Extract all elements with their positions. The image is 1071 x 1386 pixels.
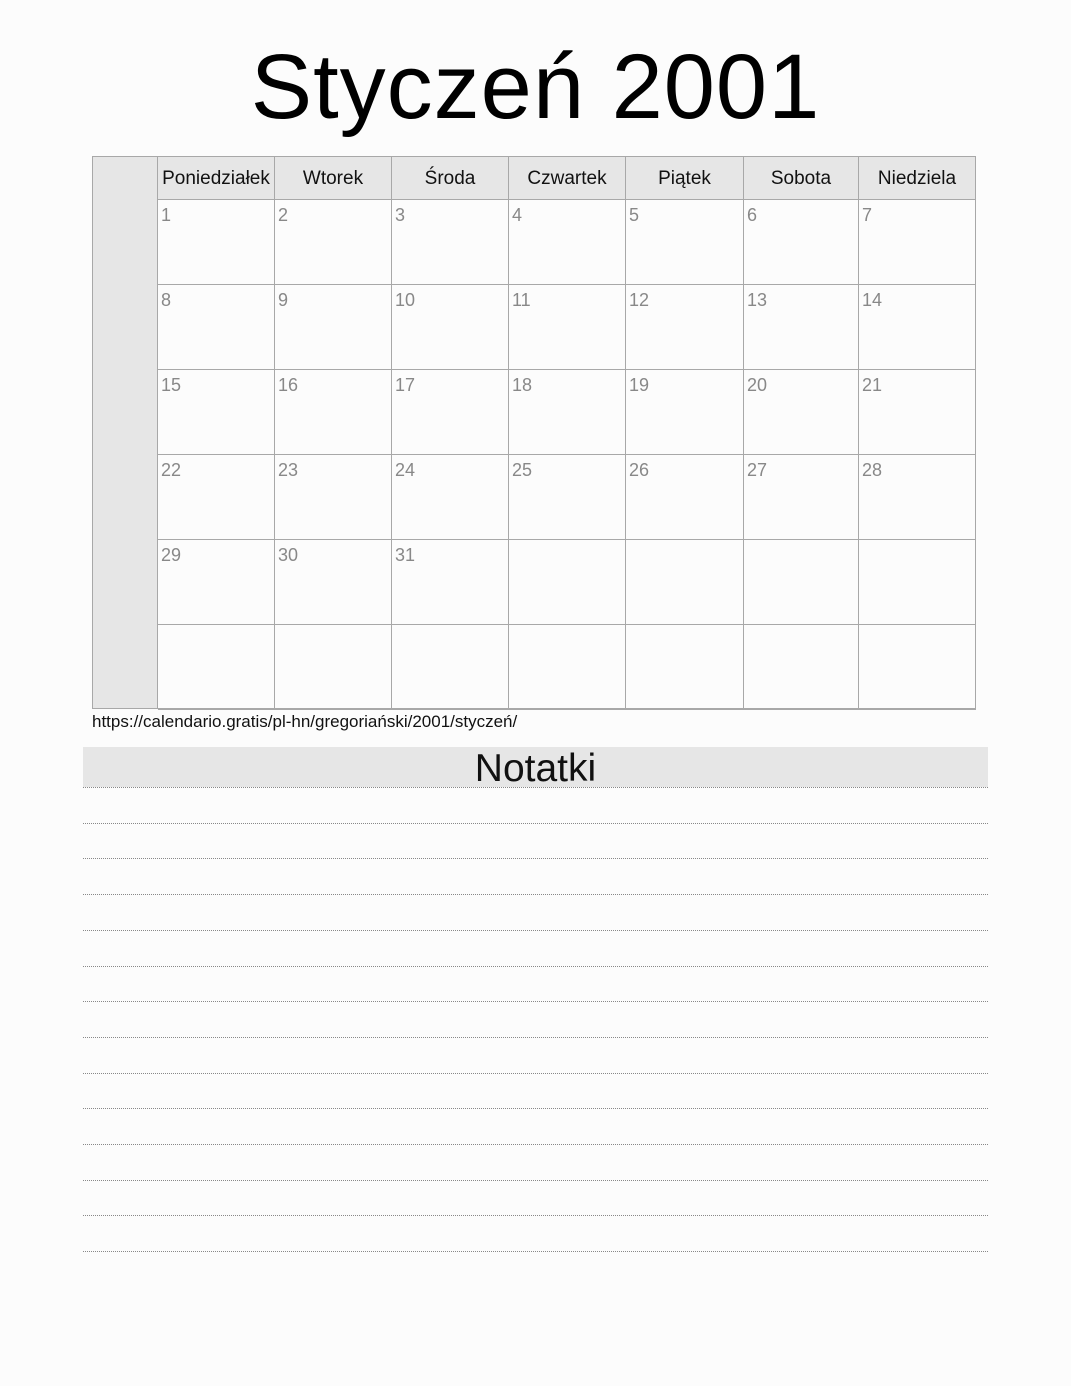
day-cell [859,625,976,710]
day-number: 23 [278,460,299,480]
day-cell [626,370,744,455]
day-number: 18 [512,375,533,395]
note-line [83,930,988,931]
note-line [83,1215,988,1216]
weekday-header-sobota: Sobota [744,157,859,200]
day-cell [509,285,626,370]
day-number: 28 [862,460,883,480]
day-cell [744,200,859,285]
day-cell [275,625,392,710]
day-number: 31 [395,545,416,565]
day-number: 24 [395,460,416,480]
note-line [83,1001,988,1002]
day-cell [392,285,509,370]
note-line [83,823,988,824]
day-cell [509,540,626,625]
day-number: 17 [395,375,416,395]
day-number: 8 [161,290,172,310]
day-number: 16 [278,375,299,395]
day-number: 25 [512,460,533,480]
note-line [83,1037,988,1038]
day-number: 14 [862,290,883,310]
note-line [83,858,988,859]
note-line [83,1180,988,1181]
note-line [83,1073,988,1074]
day-cell [509,370,626,455]
day-number: 11 [512,290,531,310]
weekday-header-czwartek: Czwartek [509,157,626,200]
day-number: 1 [161,205,172,225]
day-number: 13 [747,290,768,310]
day-cell [744,455,859,540]
weekday-header-poniedzialek: Poniedziałek [158,157,275,200]
day-number: 27 [747,460,768,480]
day-number: 21 [862,375,883,395]
day-number: 22 [161,460,182,480]
day-cell [626,285,744,370]
day-cell [158,455,275,540]
calendar-grid [92,156,976,709]
week-number-column [93,157,158,708]
note-line [83,894,988,895]
day-cell [158,540,275,625]
day-cell [859,540,976,625]
day-number: 29 [161,545,182,565]
weekday-header-sroda: Środa [392,157,509,200]
day-cell [859,370,976,455]
day-number: 4 [512,205,523,225]
day-cell [275,455,392,540]
day-cell [392,455,509,540]
weekday-header-niedziela: Niedziela [859,157,976,200]
day-cell [626,455,744,540]
day-cell [158,200,275,285]
day-number: 9 [278,290,289,310]
day-cell [392,200,509,285]
note-line [83,787,988,788]
day-cell [509,455,626,540]
day-number: 5 [629,205,640,225]
day-number: 15 [161,375,182,395]
day-cell [744,540,859,625]
day-cell [392,625,509,710]
day-number: 20 [747,375,768,395]
day-cell [859,455,976,540]
weekday-header-wtorek: Wtorek [275,157,392,200]
page-title: Styczeń 2001 [250,36,821,138]
day-number: 19 [629,375,650,395]
day-number: 26 [629,460,650,480]
day-cell [859,200,976,285]
note-line [83,966,988,967]
day-cell [275,540,392,625]
day-cell [626,625,744,710]
note-line [83,1144,988,1145]
note-line [83,1108,988,1109]
day-number: 6 [747,205,758,225]
day-cell [509,200,626,285]
weekday-header-piatek: Piątek [626,157,744,200]
day-cell [744,625,859,710]
day-cell [859,285,976,370]
day-cell [509,625,626,710]
day-number: 7 [862,205,873,225]
day-cell [744,285,859,370]
day-number: 2 [278,205,289,225]
note-line [83,1251,988,1252]
day-cell [275,370,392,455]
calendar-days [158,157,975,708]
day-cell [275,285,392,370]
day-cell [626,540,744,625]
day-number: 12 [629,290,650,310]
day-cell [744,370,859,455]
notes-heading: Notatki [83,747,988,787]
day-cell [275,200,392,285]
day-cell [158,370,275,455]
day-cell [626,200,744,285]
day-number: 30 [278,545,299,565]
day-cell [158,625,275,710]
source-url[interactable]: https://calendario.gratis/pl-hn/gregoriański/2001/styczeń/ [92,712,518,731]
day-number: 3 [395,205,406,225]
day-cell [392,540,509,625]
day-cell [392,370,509,455]
day-cell [158,285,275,370]
day-number: 10 [395,290,416,310]
